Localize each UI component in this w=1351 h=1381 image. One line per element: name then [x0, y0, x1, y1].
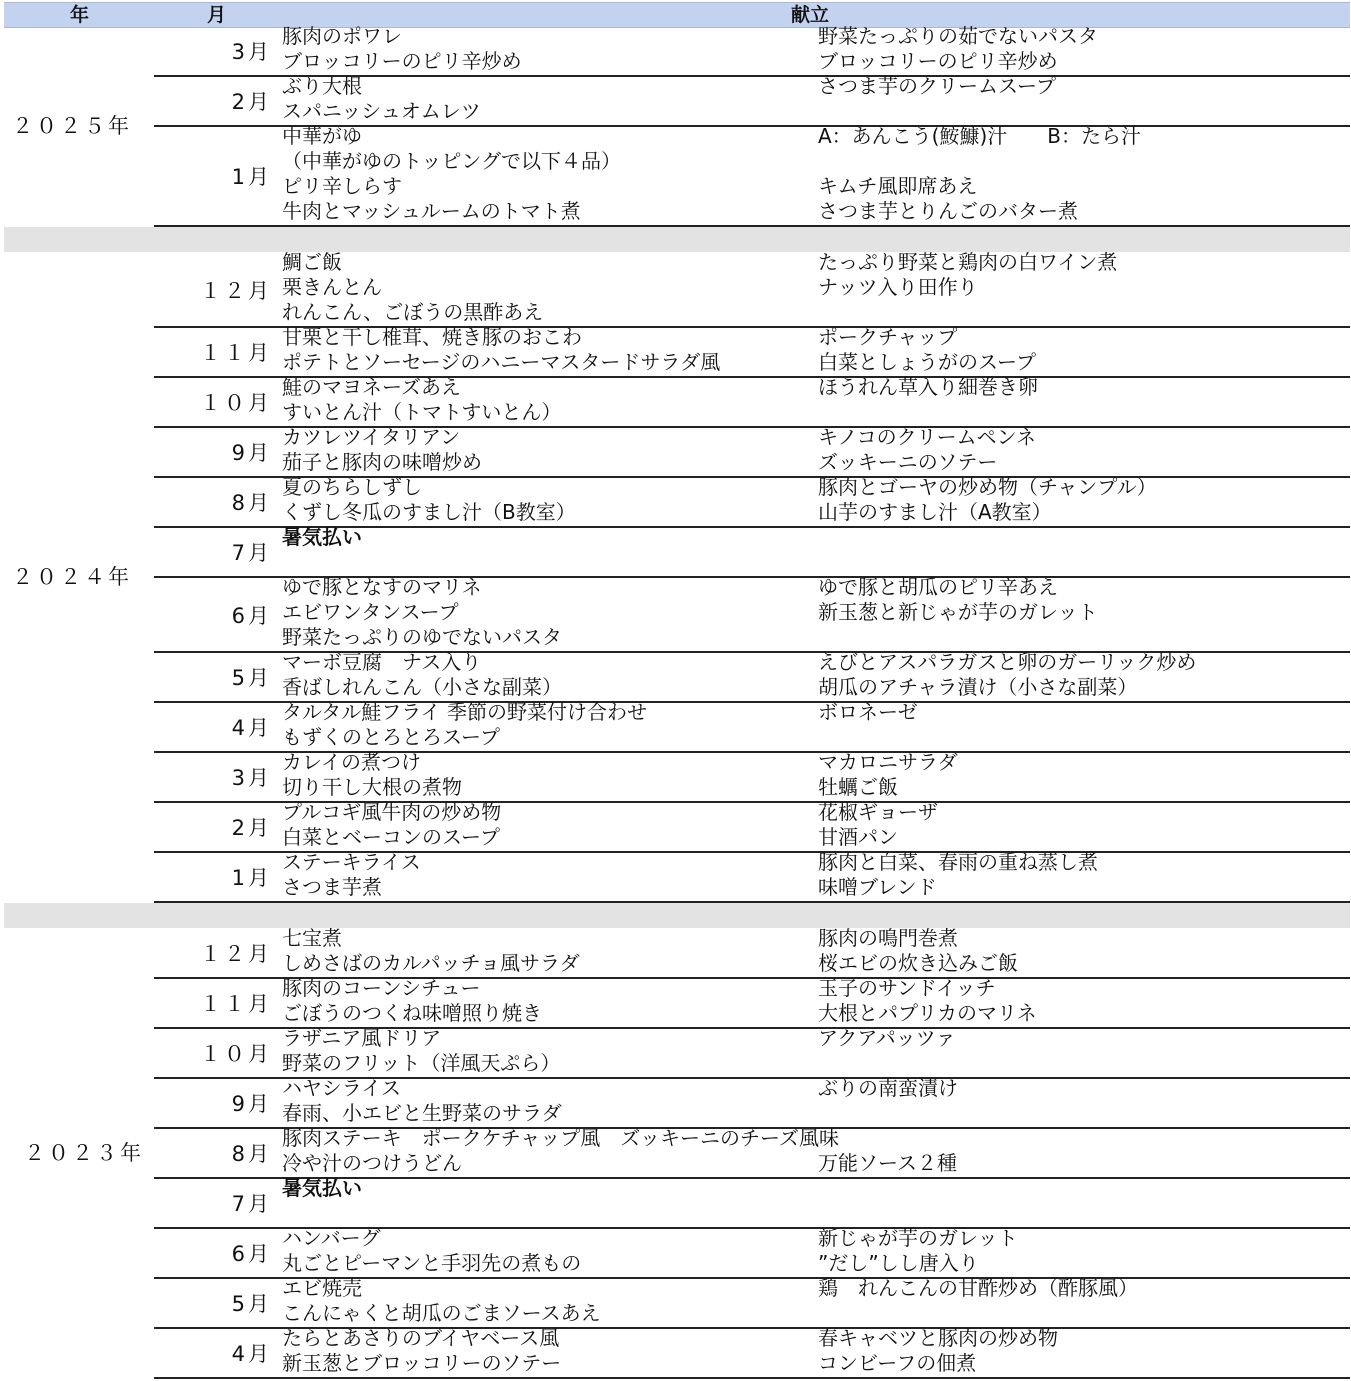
dish-right: 花椒ギョーザ	[818, 800, 938, 824]
dish-left: ゆで豚となすのマリネ	[282, 575, 482, 599]
header-menu: 献立	[791, 4, 830, 26]
dish-left: ポテトとソーセージのハニーマスタードサラダ風	[282, 350, 721, 374]
dish-left: すいとん汁（トマトすいとん）	[282, 400, 562, 424]
dish-left: たらとあさりのブイヤベース風	[282, 1326, 560, 1350]
dish-right: ぶりの南蛮漬け	[818, 1076, 958, 1100]
dish-right: 山芋のすまし汁（A教室）	[818, 500, 1052, 524]
dish-right: 桜エビの炊き込みご飯	[818, 951, 1018, 975]
month-label: 6月	[231, 1242, 272, 1266]
dish-right: 野菜たっぷりの茹でないパスタ	[818, 24, 1098, 48]
month-label: 2月	[231, 816, 272, 840]
month-label: 9月	[231, 1092, 272, 1116]
month-label: 1月	[231, 165, 272, 189]
dish-left: 春雨、小エビと生野菜のサラダ	[282, 1101, 562, 1125]
dish-left: ピリ辛しらす	[282, 174, 402, 198]
dish-right: 新玉葱と新じゃが芋のガレット	[818, 600, 1098, 624]
dish-left: こんにゃくと胡瓜のごまソースあえ	[282, 1301, 601, 1325]
dish-left: 茄子と豚肉の味噌炒め	[282, 450, 482, 474]
month-label: 2月	[231, 90, 272, 114]
dish-left: プルコギ風牛肉の炒め物	[282, 800, 502, 824]
dish-right: えびとアスパラガスと卵のガーリック炒め	[818, 650, 1197, 674]
month-label: １０月	[200, 1042, 272, 1066]
dish-left: 香ばしれんこん（小さな副菜）	[282, 675, 562, 699]
dish-left: 野菜のフリット（洋風天ぷら）	[282, 1051, 561, 1075]
year-label: ２０２３年	[24, 1141, 144, 1165]
month-label: 3月	[231, 766, 272, 790]
dish-right: ブロッコリーのピリ辛炒め	[818, 49, 1058, 73]
month-label: 8月	[231, 491, 272, 515]
dish-left: 暑気払い	[282, 525, 362, 549]
dish-left: 栗きんとん	[282, 275, 382, 299]
month-label: １１月	[200, 341, 272, 365]
dish-right: 豚肉の鳴門巻煮	[818, 926, 958, 950]
dish-left: 丸ごとピーマンと手羽先の煮もの	[282, 1251, 582, 1275]
dish-left: 豚肉のポワレ	[282, 24, 402, 48]
dish-left: 白菜とベーコンのスープ	[282, 825, 500, 849]
dish-right: 豚肉と白菜、春雨の重ね蒸し煮	[818, 850, 1098, 874]
dish-left: ステーキライス	[282, 850, 421, 874]
header-year: 年	[70, 4, 90, 26]
dish-left: マーボ豆腐 ナス入り	[282, 650, 482, 674]
dish-left: エビワンタンスープ	[282, 600, 459, 624]
dish-right: ”だし”しし唐入り	[818, 1251, 979, 1275]
dish-left: 豚肉のコーンシチュー	[282, 976, 481, 1000]
dish-right: ボロネーゼ	[818, 700, 918, 724]
dish-right: ナッツ入り田作り	[818, 275, 978, 299]
dish-right: キムチ風即席あえ	[818, 174, 978, 198]
row-divider	[154, 1377, 1350, 1379]
dish-left: 野菜たっぷりのゆでないパスタ	[282, 625, 562, 649]
month-label: 4月	[231, 716, 272, 740]
dish-right: キノコのクリームペンネ	[818, 425, 1036, 449]
dish-right: 味噌ブレンド	[818, 875, 937, 899]
month-label: 8月	[231, 1142, 272, 1166]
dish-right: たっぷり野菜と鶏肉の白ワイン煮	[818, 250, 1118, 274]
dish-right: 玉子のサンドイッチ	[818, 976, 996, 1000]
dish-left: ラザニア風ドリア	[282, 1026, 442, 1050]
dish-left: ハンバーグ	[282, 1226, 381, 1250]
dish-left: もずくのとろとろスープ	[282, 725, 500, 749]
dish-right: マカロニサラダ	[818, 750, 958, 774]
month-label: 3月	[231, 40, 272, 64]
dish-left: 甘栗と干し椎茸、焼き豚のおこわ	[282, 325, 582, 349]
month-label: 4月	[231, 1342, 272, 1366]
dish-right: さつま芋のクリームスープ	[818, 74, 1056, 98]
dish-right: アクアパッツァ	[818, 1026, 956, 1050]
dish-left: カレイの煮つけ	[282, 750, 421, 774]
dish-right: ポークチャップ	[818, 325, 958, 349]
month-label: １２月	[200, 278, 272, 303]
month-label: 7月	[231, 1192, 272, 1216]
header-month: 月	[207, 4, 227, 26]
dish-right: 牡蠣ご飯	[818, 775, 898, 799]
dish-right: 鶏 れんこんの甘酢炒め（酢豚風）	[818, 1276, 1138, 1300]
month-label: １２月	[200, 942, 272, 966]
year-label: ２０２５年	[12, 114, 132, 138]
year-label: ２０２４年	[12, 565, 132, 589]
month-label: 9月	[231, 441, 272, 465]
dish-left: しめさばのカルパッチョ風サラダ	[282, 951, 580, 975]
dish-left: ぶり大根	[282, 74, 362, 98]
dish-left: 暑気払い	[282, 1176, 362, 1200]
dish-right: 新じゃが芋のガレット	[818, 1226, 1018, 1250]
dish-right: 万能ソース２種	[818, 1151, 957, 1175]
dish-right: さつま芋とりんごのバター煮	[818, 199, 1078, 223]
dish-left: さつま芋煮	[282, 875, 382, 899]
dish-right: A：あんこう(鮟鱇)汁 B：たら汁	[818, 124, 1142, 148]
month-label: １０月	[200, 391, 272, 415]
dish-left: （中華がゆのトッピングで以下４品）	[282, 149, 621, 173]
dish-right: 大根とパプリカのマリネ	[818, 1001, 1037, 1025]
dish-left: カツレツイタリアン	[282, 425, 461, 449]
dish-left: 切り干し大根の煮物	[282, 775, 462, 799]
dish-left: 冷や汁のつけうどん	[282, 1151, 462, 1175]
dish-left: エビ焼売	[282, 1276, 362, 1300]
dish-left: 鯛ご飯	[282, 250, 342, 274]
dish-right: 豚肉とゴーヤの炒め物（チャンプル）	[818, 475, 1157, 499]
dish-left: 夏のちらしずし	[282, 475, 422, 499]
dish-right: 春キャベツと豚肉の炒め物	[818, 1326, 1058, 1350]
month-label: 7月	[231, 541, 272, 565]
dish-right: ズッキーニのソテー	[818, 450, 998, 474]
month-label: 5月	[231, 666, 272, 690]
dish-left: ごぼうのつくね味噌照り焼き	[282, 1001, 542, 1025]
dish-left: スパニッシュオムレツ	[282, 99, 481, 123]
table-header	[4, 2, 1350, 28]
year-separator	[4, 227, 1350, 252]
month-label: 6月	[231, 603, 272, 628]
year-separator	[4, 903, 1350, 928]
dish-right: ゆで豚と胡瓜のピリ辛あえ	[818, 575, 1058, 599]
month-label: 5月	[231, 1292, 272, 1316]
dish-right: 白菜としょうがのスープ	[818, 350, 1036, 374]
month-label: １１月	[200, 992, 272, 1016]
dish-left: 豚肉ステーキ ポークケチャップ風 ズッキーニのチーズ風味	[282, 1126, 839, 1150]
dish-left: 牛肉とマッシュルームのトマト煮	[282, 199, 581, 223]
dish-left: タルタル鮭フライ 季節の野菜付け合わせ	[282, 700, 647, 724]
dish-left: 七宝煮	[282, 926, 342, 950]
month-label: 1月	[231, 866, 272, 890]
dish-left: 新玉葱とブロッコリーのソテー	[282, 1351, 562, 1375]
dish-right: 胡瓜のアチャラ漬け（小さな副菜）	[818, 675, 1138, 699]
dish-right: コンビーフの佃煮	[818, 1351, 977, 1375]
dish-left: 鮭のマヨネーズあえ	[282, 375, 461, 399]
dish-right: 甘酒パン	[818, 825, 898, 849]
dish-left: 中華がゆ	[282, 124, 362, 148]
dish-left: くずし冬瓜のすまし汁（B教室）	[282, 500, 576, 524]
dish-left: れんこん、ごぼうの黒酢あえ	[282, 300, 544, 324]
dish-right: ほうれん草入り細巻き卵	[818, 375, 1038, 399]
dish-left: ブロッコリーのピリ辛炒め	[282, 49, 522, 73]
dish-left: ハヤシライス	[282, 1076, 401, 1100]
